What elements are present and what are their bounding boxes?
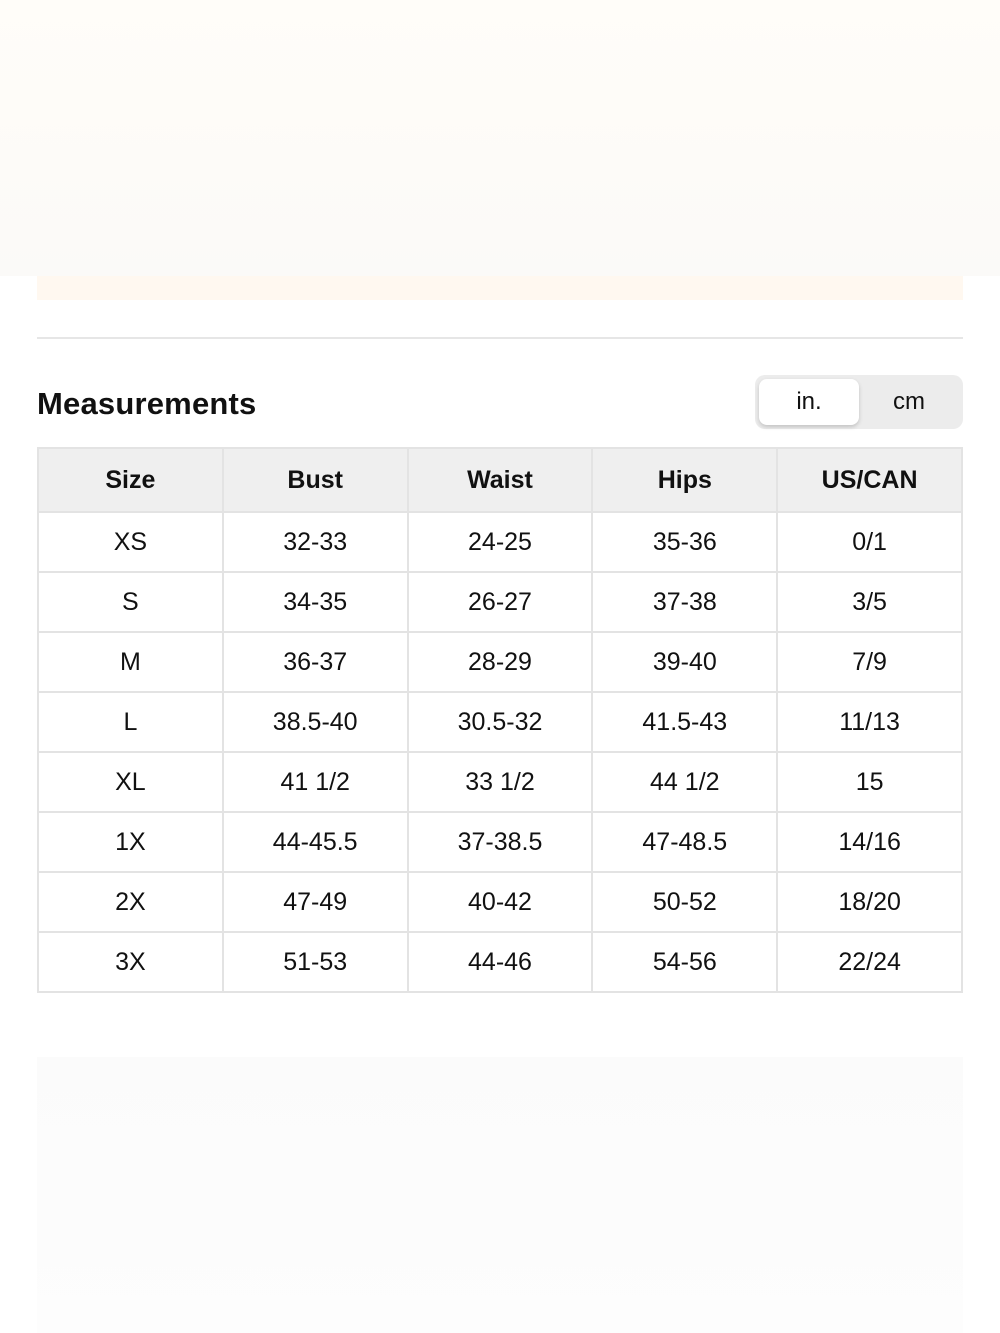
bust-cell: 47-49 [223, 872, 408, 932]
table-row [38, 512, 962, 572]
column-header-bust: Bust [223, 448, 408, 512]
size-cell: XL [38, 752, 223, 812]
waist-cell: 33 1/2 [408, 752, 593, 812]
us-can-cell: 22/24 [777, 932, 962, 992]
size-cell: L [38, 692, 223, 752]
measurements-title: Measurements [37, 386, 257, 421]
table-row [38, 932, 962, 992]
waist-cell: 24-25 [408, 512, 593, 572]
size-cell: 3X [38, 932, 223, 992]
hips-cell: 37-38 [592, 572, 777, 632]
waist-cell: 44-46 [408, 932, 593, 992]
bust-cell: 44-45.5 [223, 812, 408, 872]
bust-cell: 38.5-40 [223, 692, 408, 752]
hips-cell: 47-48.5 [592, 812, 777, 872]
column-header-hips: Hips [592, 448, 777, 512]
us-can-cell: 15 [777, 752, 962, 812]
table-row [38, 872, 962, 932]
hips-cell: 41.5-43 [592, 692, 777, 752]
bust-cell: 41 1/2 [223, 752, 408, 812]
table-row [38, 692, 962, 752]
waist-cell: 40-42 [408, 872, 593, 932]
table-row [38, 632, 962, 692]
us-can-cell: 14/16 [777, 812, 962, 872]
bust-cell: 51-53 [223, 932, 408, 992]
hips-cell: 35-36 [592, 512, 777, 572]
unit-toggle [755, 375, 963, 429]
table-row [38, 812, 962, 872]
blurred-header-area [0, 0, 1000, 276]
bust-cell: 32-33 [223, 512, 408, 572]
blurred-footer-area [37, 1057, 963, 1333]
size-cell: XS [38, 512, 223, 572]
bust-cell: 36-37 [223, 632, 408, 692]
waist-cell: 30.5-32 [408, 692, 593, 752]
us-can-cell: 7/9 [777, 632, 962, 692]
us-can-cell: 18/20 [777, 872, 962, 932]
us-can-cell: 11/13 [777, 692, 962, 752]
table-header-row [38, 448, 962, 512]
hips-cell: 54-56 [592, 932, 777, 992]
waist-cell: 28-29 [408, 632, 593, 692]
hips-cell: 39-40 [592, 632, 777, 692]
waist-cell: 26-27 [408, 572, 593, 632]
bust-cell: 34-35 [223, 572, 408, 632]
notice-banner [37, 276, 963, 300]
size-cell: 1X [38, 812, 223, 872]
us-can-cell: 0/1 [777, 512, 962, 572]
size-cell: S [38, 572, 223, 632]
column-header-us-can: US/CAN [777, 448, 962, 512]
unit-cm-button[interactable]: cm [859, 379, 959, 425]
unit-inches-button[interactable]: in. [759, 379, 859, 425]
hips-cell: 50-52 [592, 872, 777, 932]
size-cell: 2X [38, 872, 223, 932]
table-row [38, 572, 962, 632]
size-chart-table [37, 447, 963, 993]
column-header-waist: Waist [408, 448, 593, 512]
hips-cell: 44 1/2 [592, 752, 777, 812]
section-divider [37, 337, 963, 339]
table-row [38, 752, 962, 812]
size-cell: M [38, 632, 223, 692]
column-header-size: Size [38, 448, 223, 512]
us-can-cell: 3/5 [777, 572, 962, 632]
waist-cell: 37-38.5 [408, 812, 593, 872]
